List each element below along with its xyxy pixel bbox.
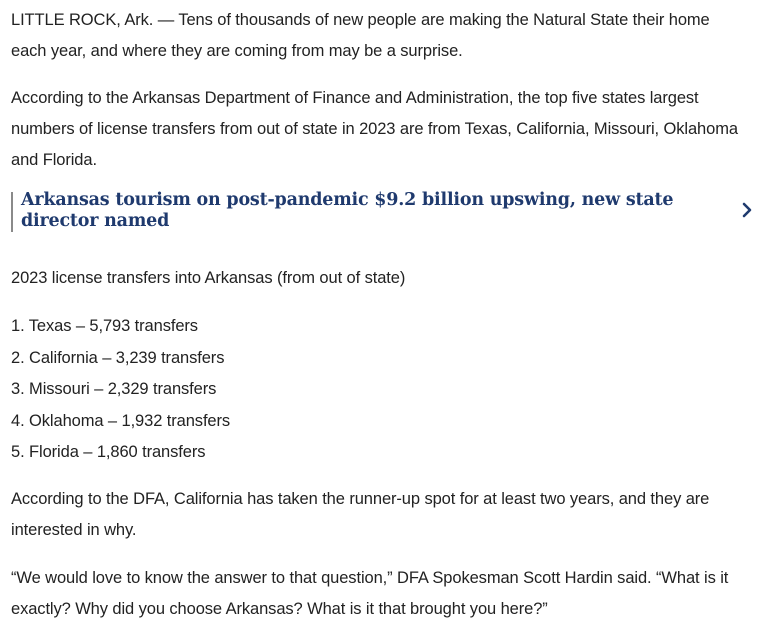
- paragraph-dfa-top-states: According to the Arkansas Department of Finance and Administration, the top five states largest numbers of license transfers from out of state in 2023 are from Texas, California, Missouri, Oklahoma and Florida.: [11, 89, 738, 169]
- paragraph-quote: “We would love to know the answer to that question,” DFA Spokesman Scott Hardin said. “What is it exactly? Why did you choose Arkansas? What is it that brought you here?”: [11, 569, 729, 618]
- paragraph-runner-up: According to the DFA, California has taken the runner-up spot for at least two years, and they are interested in why.: [11, 490, 710, 539]
- list-item: 1. Texas – 5,793 transfers: [11, 317, 198, 335]
- related-article-title[interactable]: Arkansas tourism on post-pandemic $9.2 billion upswing, new state director named: [21, 190, 674, 231]
- list-heading: 2023 license transfers into Arkansas (from out of state): [11, 269, 406, 287]
- transfers-list: [11, 311, 230, 469]
- list-item: 2. California – 3,239 transfers: [11, 348, 225, 367]
- list-item: 5. Florida – 1,860 transfers: [11, 443, 206, 461]
- related-link-accent-bar: [11, 192, 13, 232]
- related-article-link[interactable]: [11, 190, 756, 234]
- list-item: 3. Missouri – 2,329 transfers: [11, 380, 217, 398]
- chevron-right-icon[interactable]: [740, 202, 754, 218]
- list-item: 4. Oklahoma – 1,932 transfers: [11, 411, 231, 430]
- paragraph-intro: LITTLE ROCK, Ark. — Tens of thousands of new people are making the Natural State their home each year, and where they are coming from may be a surprise.: [11, 11, 710, 60]
